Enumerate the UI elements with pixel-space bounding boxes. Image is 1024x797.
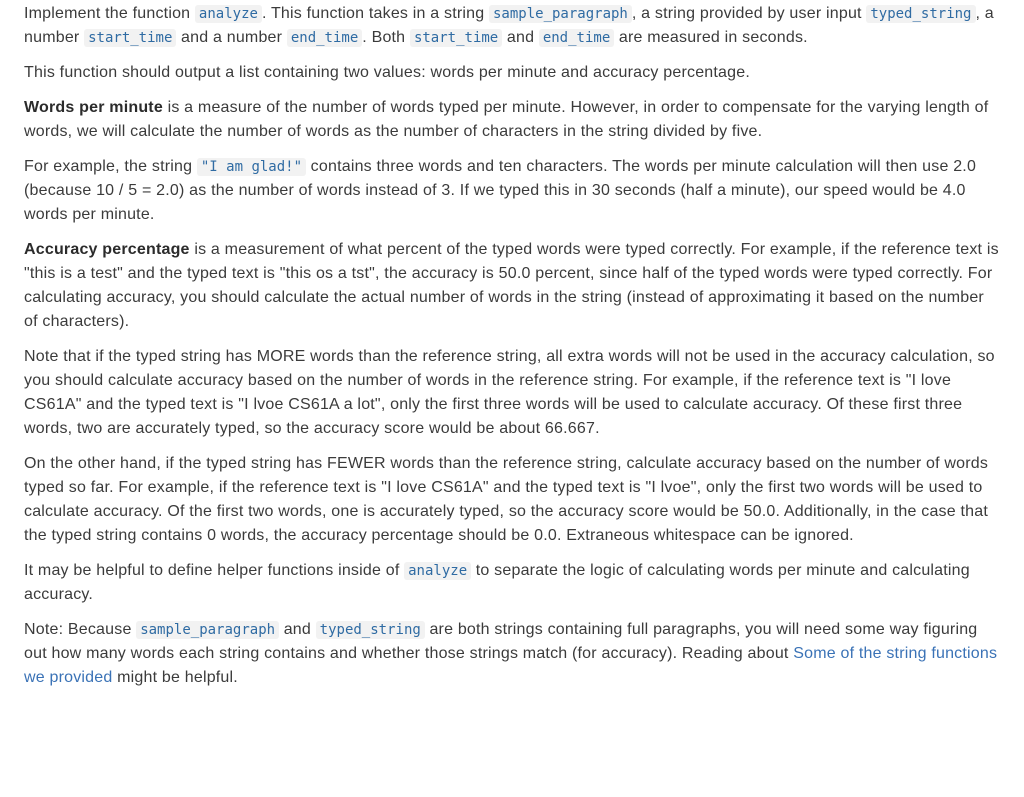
text: On the other hand, if the typed string has FEWER words than the reference string, calculate accuracy based on the number of words typed so far. For example, if the reference text is "I love CS61A" and the typed text is "I lvoe", only the first two words will be used to calculate accuracy. Of the first two words, one is accurately typed, so the accuracy score would be 50.0. Additionally, in the case that the typed string contains 0 words, the accuracy percentage should be 0.0. Extraneous whitespace can be ignored. <box>24 455 989 544</box>
text: and a number <box>176 29 287 46</box>
paragraph-helper-functions <box>24 559 1000 607</box>
inline-code: end_time <box>539 29 614 47</box>
inline-code: typed_string <box>866 5 975 23</box>
paragraph-wpm-example <box>24 155 1000 227</box>
text: might be helpful. <box>112 669 238 686</box>
text: This function should output a list containing two values: words per minute and accuracy percentage. <box>24 64 750 81</box>
inline-code: analyze <box>195 5 262 23</box>
text: It may be helpful to define helper functions inside of <box>24 562 405 579</box>
text: Note: Because <box>24 621 137 638</box>
inline-code: start_time <box>84 29 176 47</box>
text: is a measure of the number of words typed per minute. However, in order to compensate for the varying length of words, we will calculate the number of words as the number of characters in the string divided by five. <box>24 99 989 140</box>
inline-code: typed_string <box>316 621 425 639</box>
inline-code: "I am glad!" <box>197 158 306 176</box>
string-functions-link[interactable]: Some of the string functions we provided <box>24 645 998 686</box>
text: Implement the function <box>24 5 195 22</box>
inline-code: end_time <box>287 29 362 47</box>
text: , a number <box>24 5 994 46</box>
text: Note that if the typed string has MORE words than the reference string, all extra words will not be used in the accuracy calculation, so you should calculate accuracy based on the number of words in the reference string. For example, if the reference text is "I love CS61A" and the typed text is "I lvoe CS61A a lot", only the first three words will be used to calculate accuracy. Of these first three words, two are accurately typed, so the accuracy score would be about 66.667. <box>24 348 995 437</box>
paragraph-words-per-minute <box>24 96 1000 144</box>
bold-term: Accuracy percentage <box>24 241 190 258</box>
text: contains three words and ten characters. The words per minute calculation will then use 2.0 (because 10 / 5 = 2.0) as the number of words instead of 3. If we typed this in 30 seconds (half a minute), our speed would be 4.0 words per minute. <box>24 158 977 223</box>
text: and <box>502 29 539 46</box>
paragraph-more-words-note <box>24 345 1000 441</box>
text: . Both <box>362 29 410 46</box>
text: . This function takes in a string <box>261 5 489 22</box>
inline-code: sample_paragraph <box>136 621 279 639</box>
text: to separate the logic of calculating words per minute and calculating accuracy. <box>24 562 970 603</box>
inline-code: start_time <box>410 29 502 47</box>
text: are measured in seconds. <box>614 29 808 46</box>
inline-code: analyze <box>404 562 471 580</box>
paragraph-function-description <box>24 0 1000 50</box>
text: and <box>279 621 316 638</box>
text: , a string provided by user input <box>631 5 867 22</box>
paragraph-fewer-words-note <box>24 452 1000 548</box>
bold-term: Words per minute <box>24 99 163 116</box>
text: For example, the string <box>24 158 197 175</box>
paragraph-accuracy-percentage <box>24 238 1000 334</box>
text: is a measurement of what percent of the typed words were typed correctly. For example, if the reference text is "this is a test" and the typed text is "this os a tst", the accuracy is 50.0 percent, since half of the typed words were typed correctly. For calculating accuracy, you should calculate the actual number of words in the string (instead of approximating it based on the number of characters). <box>24 241 999 330</box>
text: are both strings containing full paragraphs, you will need some way figuring out how many words each string contains and whether those strings match (for accuracy). Reading about <box>24 621 978 662</box>
paragraph-output-description <box>24 61 1000 85</box>
inline-code: sample_paragraph <box>489 5 632 23</box>
paragraph-string-functions-note <box>24 618 1000 690</box>
